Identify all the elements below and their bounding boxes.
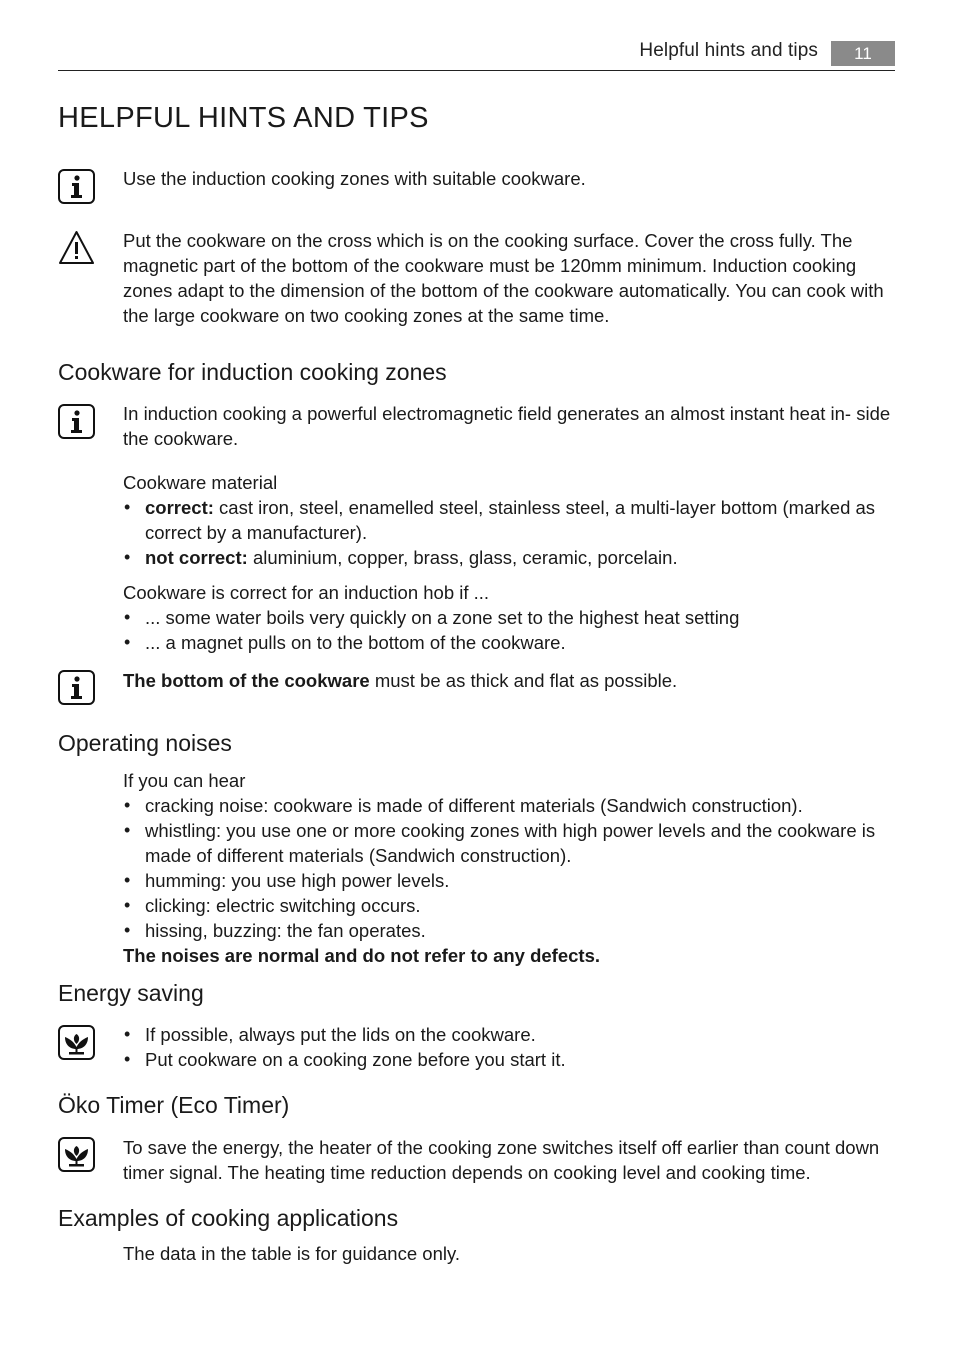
correct-if-label: Cookware is correct for an induction hob if ... [123,582,490,603]
correct-if-block [123,580,898,655]
bottom-tip-rest: must be as thick and flat as possible. [374,670,678,691]
correct-text: cast iron, steel, enamelled steel, stainless steel, a multi-layer bottom (marked as correct by a manufacturer). [145,497,876,543]
page-number: 11 [831,41,895,66]
list-item [123,495,898,545]
header-divider [58,70,895,71]
not-correct-text: aluminium, copper, brass, glass, ceramic, porcelain. [252,547,678,568]
section-heading-examples: Examples of cooking applications [58,1205,399,1231]
noises-intro: If you can hear [123,770,246,791]
list-item: • ... a magnet pulls on to the bottom of the cookware. [123,630,898,655]
energy-list [123,1022,898,1072]
cookware-material-label: Cookware material [123,472,278,493]
section-heading-cookware: Cookware for induction cooking zones [58,359,447,385]
list-item: • If possible, always put the lids on the cookware. [123,1022,898,1047]
list-item [123,545,898,570]
info-icon [58,169,95,204]
environment-leaf-icon [58,1137,95,1172]
info-icon [58,670,95,705]
intro-info-text: Use the induction cooking zones with suitable cookware. [123,168,586,189]
bottom-tip-text [123,668,898,693]
correct-if-list [123,605,898,655]
eco-timer-text: To save the energy, the heater of the cooking zone switches itself off earlier than count down timer signal. The heating time reduction depends on cooking level and cooking time. [123,1137,880,1183]
list-item: • cracking noise: cookware is made of different materials (Sandwich construction). [123,793,893,818]
page-title: HELPFUL HINTS AND TIPS [58,102,429,134]
not-correct-label: not correct: [145,547,248,568]
list-item: • Put cookware on a cooking zone before you start it. [123,1047,898,1072]
list-item: • clicking: electric switching occurs. [123,893,893,918]
bottom-tip-bold: The bottom of the cookware [123,670,370,691]
correct-label: correct: [145,497,214,518]
energy-block [123,1022,898,1072]
cookware-material-block [123,470,898,570]
list-item: • whistling: you use one or more cooking zones with high power levels and the cookware is made of different materials (Sandwich construction). [123,818,893,868]
warning-text: Put the cookware on the cross which is on the cooking surface. Cover the cross fully. The magnetic part of the bottom of the cookware must be 120mm minimum. Induction cooking zones adapt to the dimension of the bottom of the cookware automatically. You can cook with the large cookware on two cooking zones at the same time. [123,230,884,326]
list-item: • hissing, buzzing: the fan operates. [123,918,893,943]
list-item: • ... some water boils very quickly on a zone set to the highest heat setting [123,605,898,630]
environment-leaf-icon [58,1025,95,1060]
section-heading-energy: Energy saving [58,980,204,1006]
info-icon [58,404,95,439]
section-heading-eco-timer: Öko Timer (Eco Timer) [58,1092,290,1118]
noises-conclusion: The noises are normal and do not refer to any defects. [123,945,600,966]
induction-info-text: In induction cooking a powerful electromagnetic field generates an almost instant heat in- side the cookware. [123,403,891,449]
list-item: • humming: you use high power levels. [123,868,893,893]
noises-list [123,793,893,943]
section-heading-noises: Operating noises [58,730,232,756]
noises-block [123,768,893,968]
warning-icon [58,230,95,265]
examples-text: The data in the table is for guidance only. [123,1243,460,1264]
running-header-title: Helpful hints and tips [639,40,818,61]
cookware-material-list [123,495,898,570]
